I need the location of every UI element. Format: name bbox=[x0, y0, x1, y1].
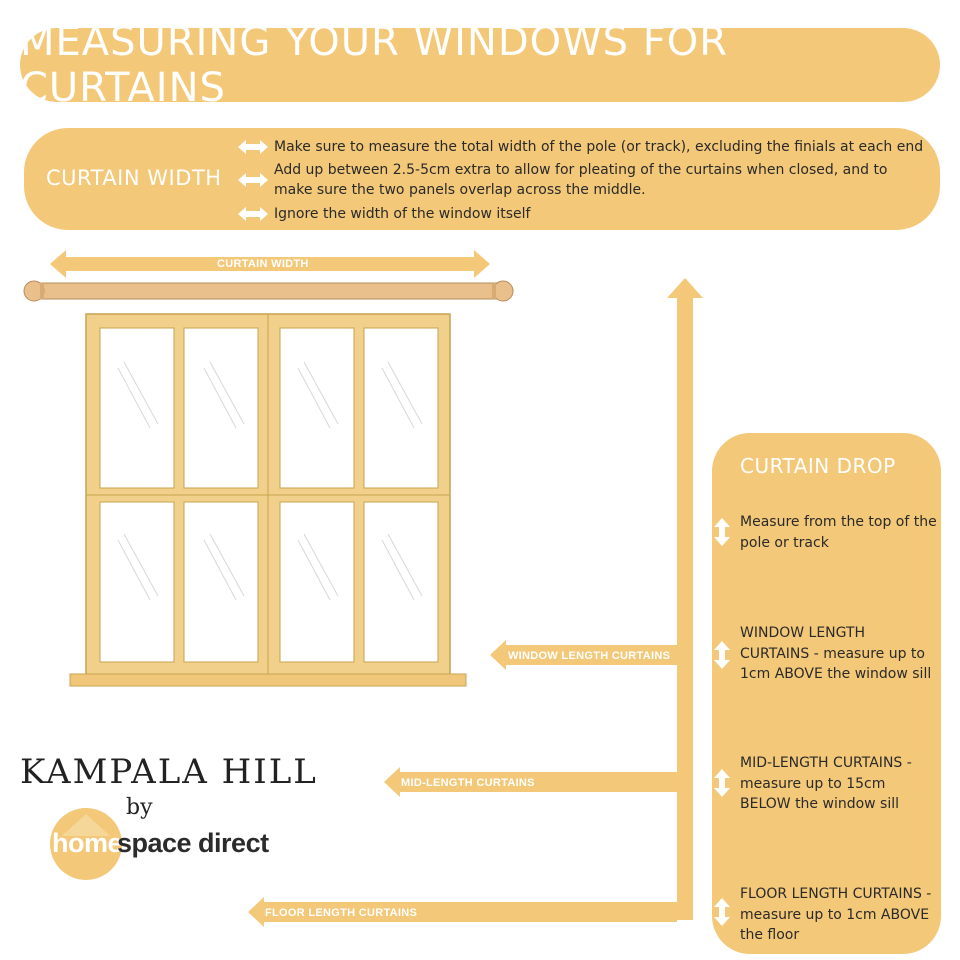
logo-rest-text: space direct bbox=[117, 828, 269, 858]
vertical-double-arrow-icon bbox=[714, 518, 730, 546]
vertical-double-arrow-icon bbox=[714, 898, 730, 926]
curtain-drop-heading: CURTAIN DROP bbox=[740, 454, 896, 478]
window-length-arrow-label: WINDOW LENGTH CURTAINS bbox=[508, 650, 671, 662]
width-bullet-text: Ignore the width of the window itself bbox=[274, 206, 531, 222]
mid-length-arrow-label: MID-LENGTH CURTAINS bbox=[401, 777, 535, 789]
curtain-pole bbox=[24, 281, 513, 301]
drop-item-window-length: WINDOW LENGTH CURTAINS - measure up to 1cm ABOVE the window sill bbox=[740, 625, 932, 682]
width-bullet-text: Make sure to measure the total width of the pole (or track), excluding the finials at each end bbox=[274, 139, 924, 155]
logo-home-text: home bbox=[52, 828, 123, 858]
curtain-width-heading: CURTAIN WIDTH bbox=[46, 166, 222, 190]
vertical-double-arrow-icon bbox=[714, 769, 730, 797]
brand-name: KAMPALA HILL bbox=[20, 752, 318, 792]
drop-item-floor-length: FLOOR LENGTH CURTAINS - measure up to 1cm ABOVE the floor bbox=[740, 886, 932, 943]
width-bullet-text: Add up between 2.5-5cm extra to allow for pleating of the curtains when closed, and to make sure the two panels overlap across the middle. bbox=[274, 162, 888, 198]
page-title: MEASURING YOUR WINDOWS FOR CURTAINS bbox=[20, 19, 729, 111]
drop-item-pole: Measure from the top of the pole or track bbox=[740, 514, 937, 551]
floor-length-arrow-label: FLOOR LENGTH CURTAINS bbox=[265, 907, 418, 919]
brand-by: by bbox=[126, 795, 153, 820]
drop-item-mid-length: MID-LENGTH CURTAINS - measure up to 15cm BELOW the window sill bbox=[740, 755, 912, 812]
curtain-drop-arrow bbox=[667, 278, 703, 920]
vertical-double-arrow-icon bbox=[714, 641, 730, 669]
window-frame bbox=[70, 314, 466, 686]
curtain-width-arrow-label: CURTAIN WIDTH bbox=[217, 258, 309, 270]
